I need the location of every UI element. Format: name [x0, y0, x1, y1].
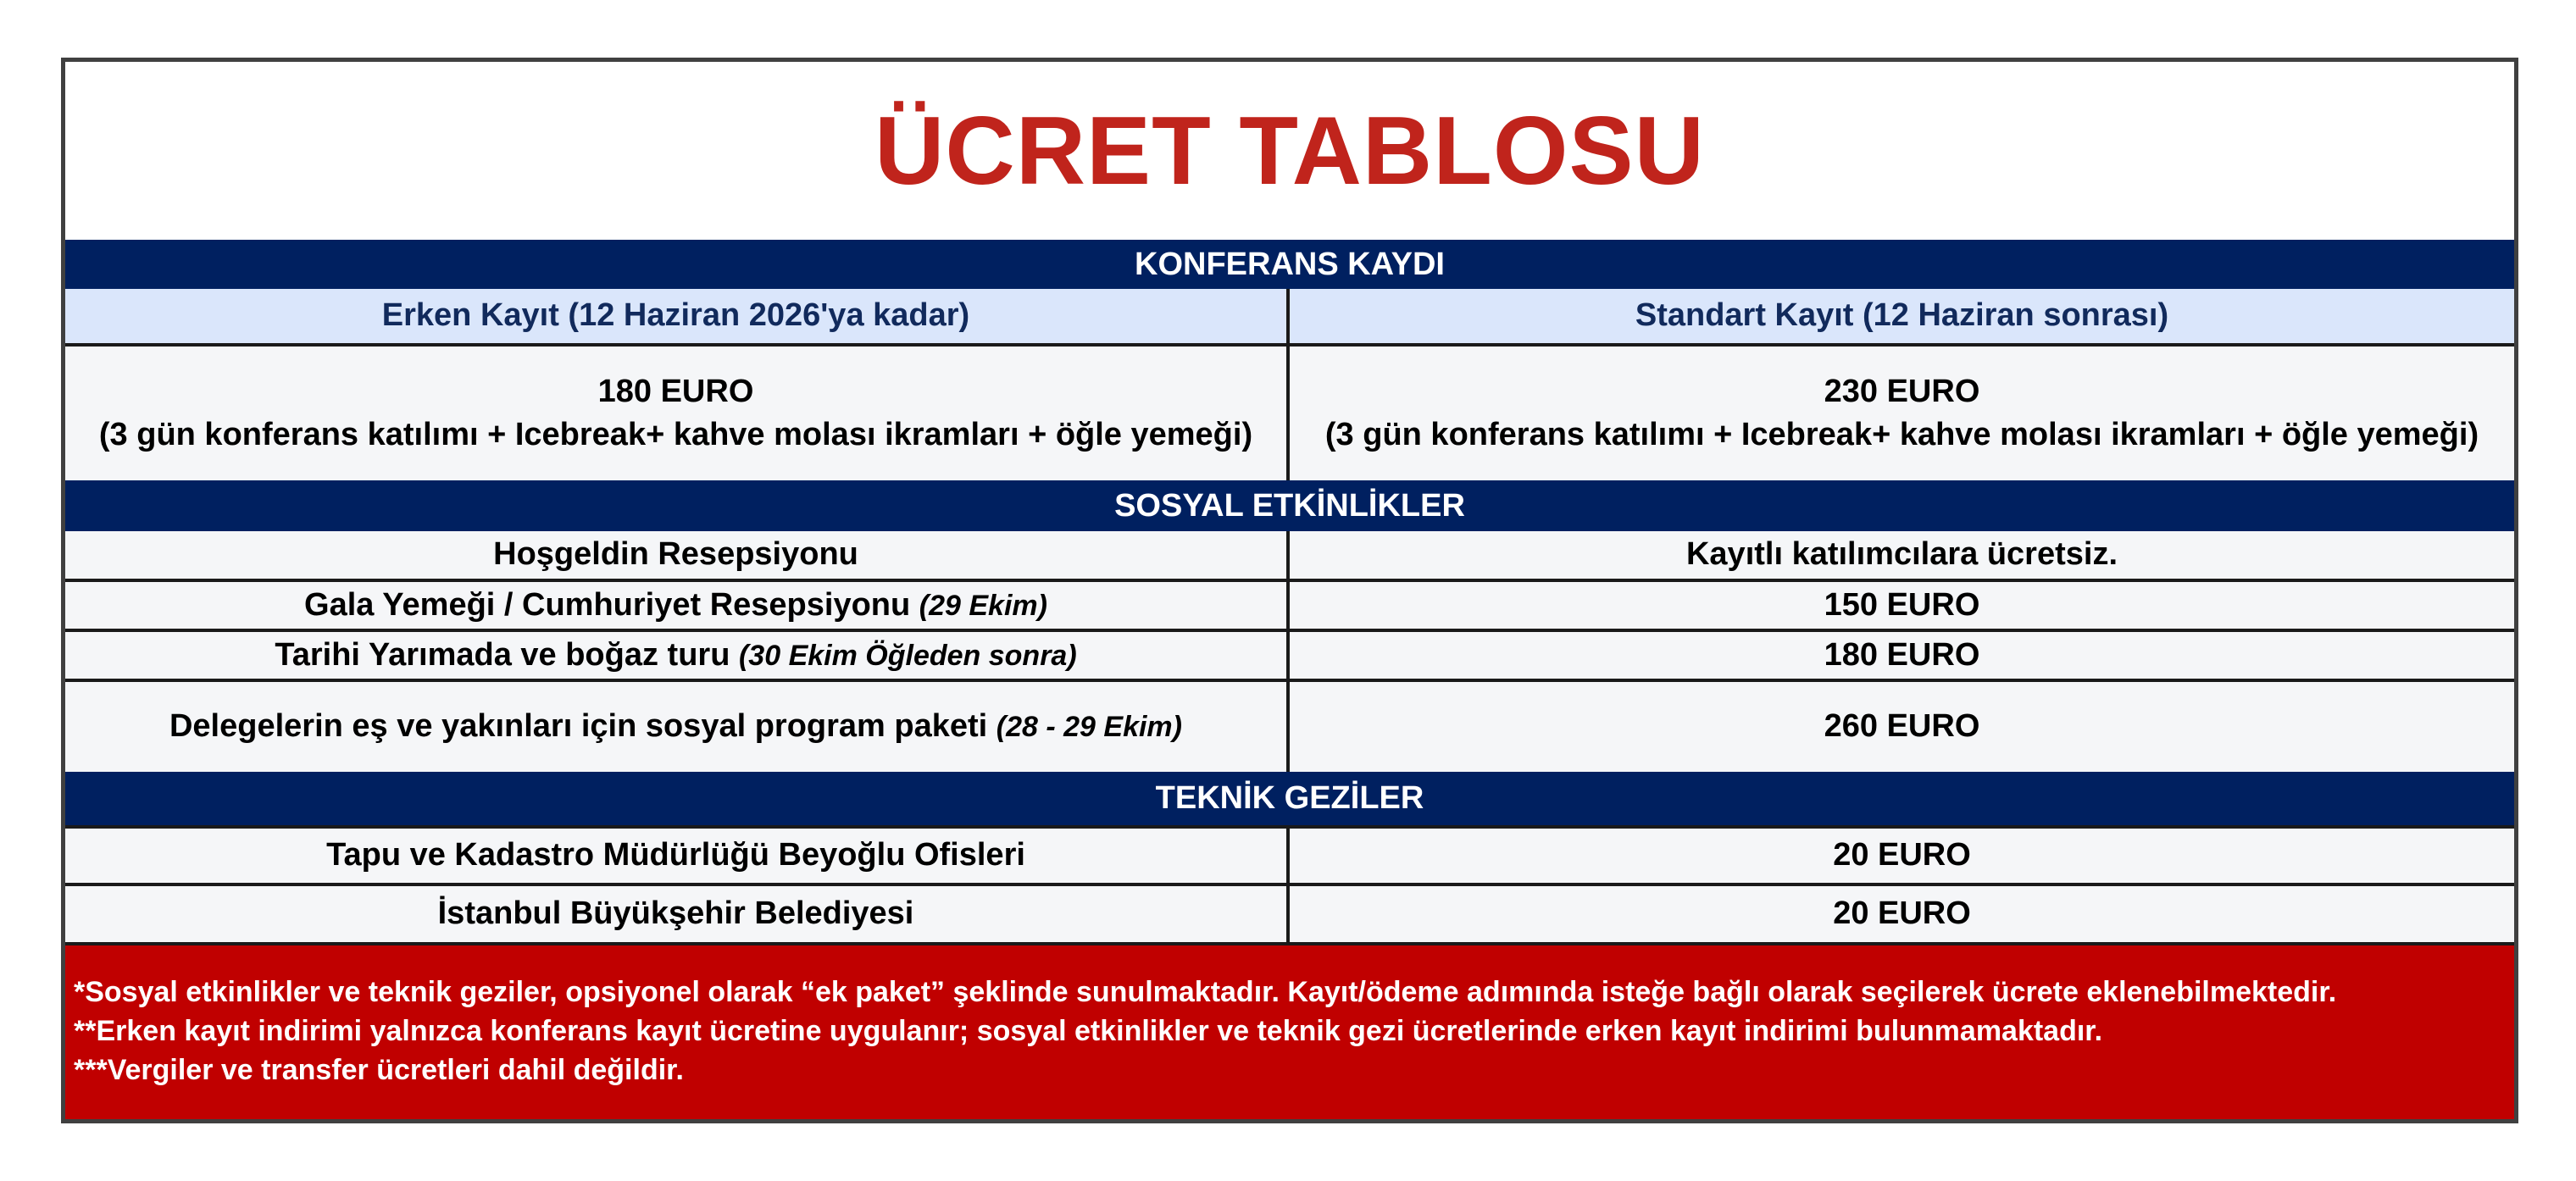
social-event-name: Tarihi Yarımada ve boğaz turu (30 Ekim Öğleden sonra): [65, 632, 1290, 679]
early-description: (3 gün konferans katılımı + Icebreak+ kahve molası ikramları + öğle yemeği): [98, 417, 1253, 452]
technical-tour-price: 20 EURO: [1290, 829, 2514, 883]
early-registration-cell: [65, 347, 1290, 480]
social-event-price: 180 EURO: [1290, 632, 2514, 679]
technical-tour-name: İstanbul Büyükşehir Belediyesi: [65, 886, 1290, 942]
table-row: [65, 886, 2514, 945]
table-row: [65, 825, 2514, 886]
social-event-price: 150 EURO: [1290, 582, 2514, 629]
fee-table: [61, 58, 2518, 1123]
technical-tours-band: TEKNİK GEZİLER: [65, 772, 2514, 825]
table-row: [65, 682, 2514, 772]
standard-registration-cell: [1290, 347, 2514, 480]
social-event-price: 260 EURO: [1290, 682, 2514, 772]
social-events-band: SOSYAL ETKİNLİKLER: [65, 480, 2514, 531]
table-row: [65, 531, 2514, 582]
technical-tour-price: 20 EURO: [1290, 886, 2514, 942]
standard-price: 230 EURO: [1824, 373, 1980, 409]
footnote-early-discount: **Erken kayıt indirimi yalnızca konferans kayıt ücretine uygulanır; sosyal etkinlikler ve teknik gezi ücretlerinde erken kayıt indirimi bulunmamaktadır.: [74, 1015, 2103, 1047]
social-event-name: Delegelerin eş ve yakınları için sosyal program paketi (28 - 29 Ekim): [65, 682, 1290, 772]
social-event-name: Gala Yemeği / Cumhuriyet Resepsiyonu (29 Ekim): [65, 582, 1290, 629]
table-row: [65, 632, 2514, 682]
social-event-name: Hoşgeldin Resepsiyonu: [65, 531, 1290, 579]
conference-header-row: [65, 289, 2514, 347]
conference-price-row: [65, 347, 2514, 480]
standard-registration-header: Standart Kayıt (12 Haziran sonrası): [1290, 289, 2514, 343]
standard-description: (3 gün konferans katılımı + Icebreak+ kahve molası ikramları + öğle yemeği): [1324, 417, 2479, 452]
footnote-taxes: ***Vergiler ve transfer ücretleri dahil değildir.: [74, 1054, 684, 1086]
table-row: [65, 582, 2514, 632]
early-registration-header: Erken Kayıt (12 Haziran 2026'ya kadar): [65, 289, 1290, 343]
early-price: 180 EURO: [597, 373, 754, 409]
technical-tour-name: Tapu ve Kadastro Müdürlüğü Beyoğlu Ofisleri: [65, 829, 1290, 883]
footnotes: [65, 945, 2514, 1119]
conference-band: KONFERANS KAYDI: [65, 240, 2514, 289]
footnote-optional-packages: *Sosyal etkinlikler ve teknik geziler, opsiyonel olarak “ek paket” şeklinde sunulmaktadır. Kayıt/ödeme adımında isteğe bağlı olarak seçilerek ücrete eklenebilmektedir.: [74, 976, 2337, 1008]
social-event-price: Kayıtlı katılımcılara ücretsiz.: [1290, 531, 2514, 579]
page-title: ÜCRET TABLOSU: [874, 97, 1705, 205]
